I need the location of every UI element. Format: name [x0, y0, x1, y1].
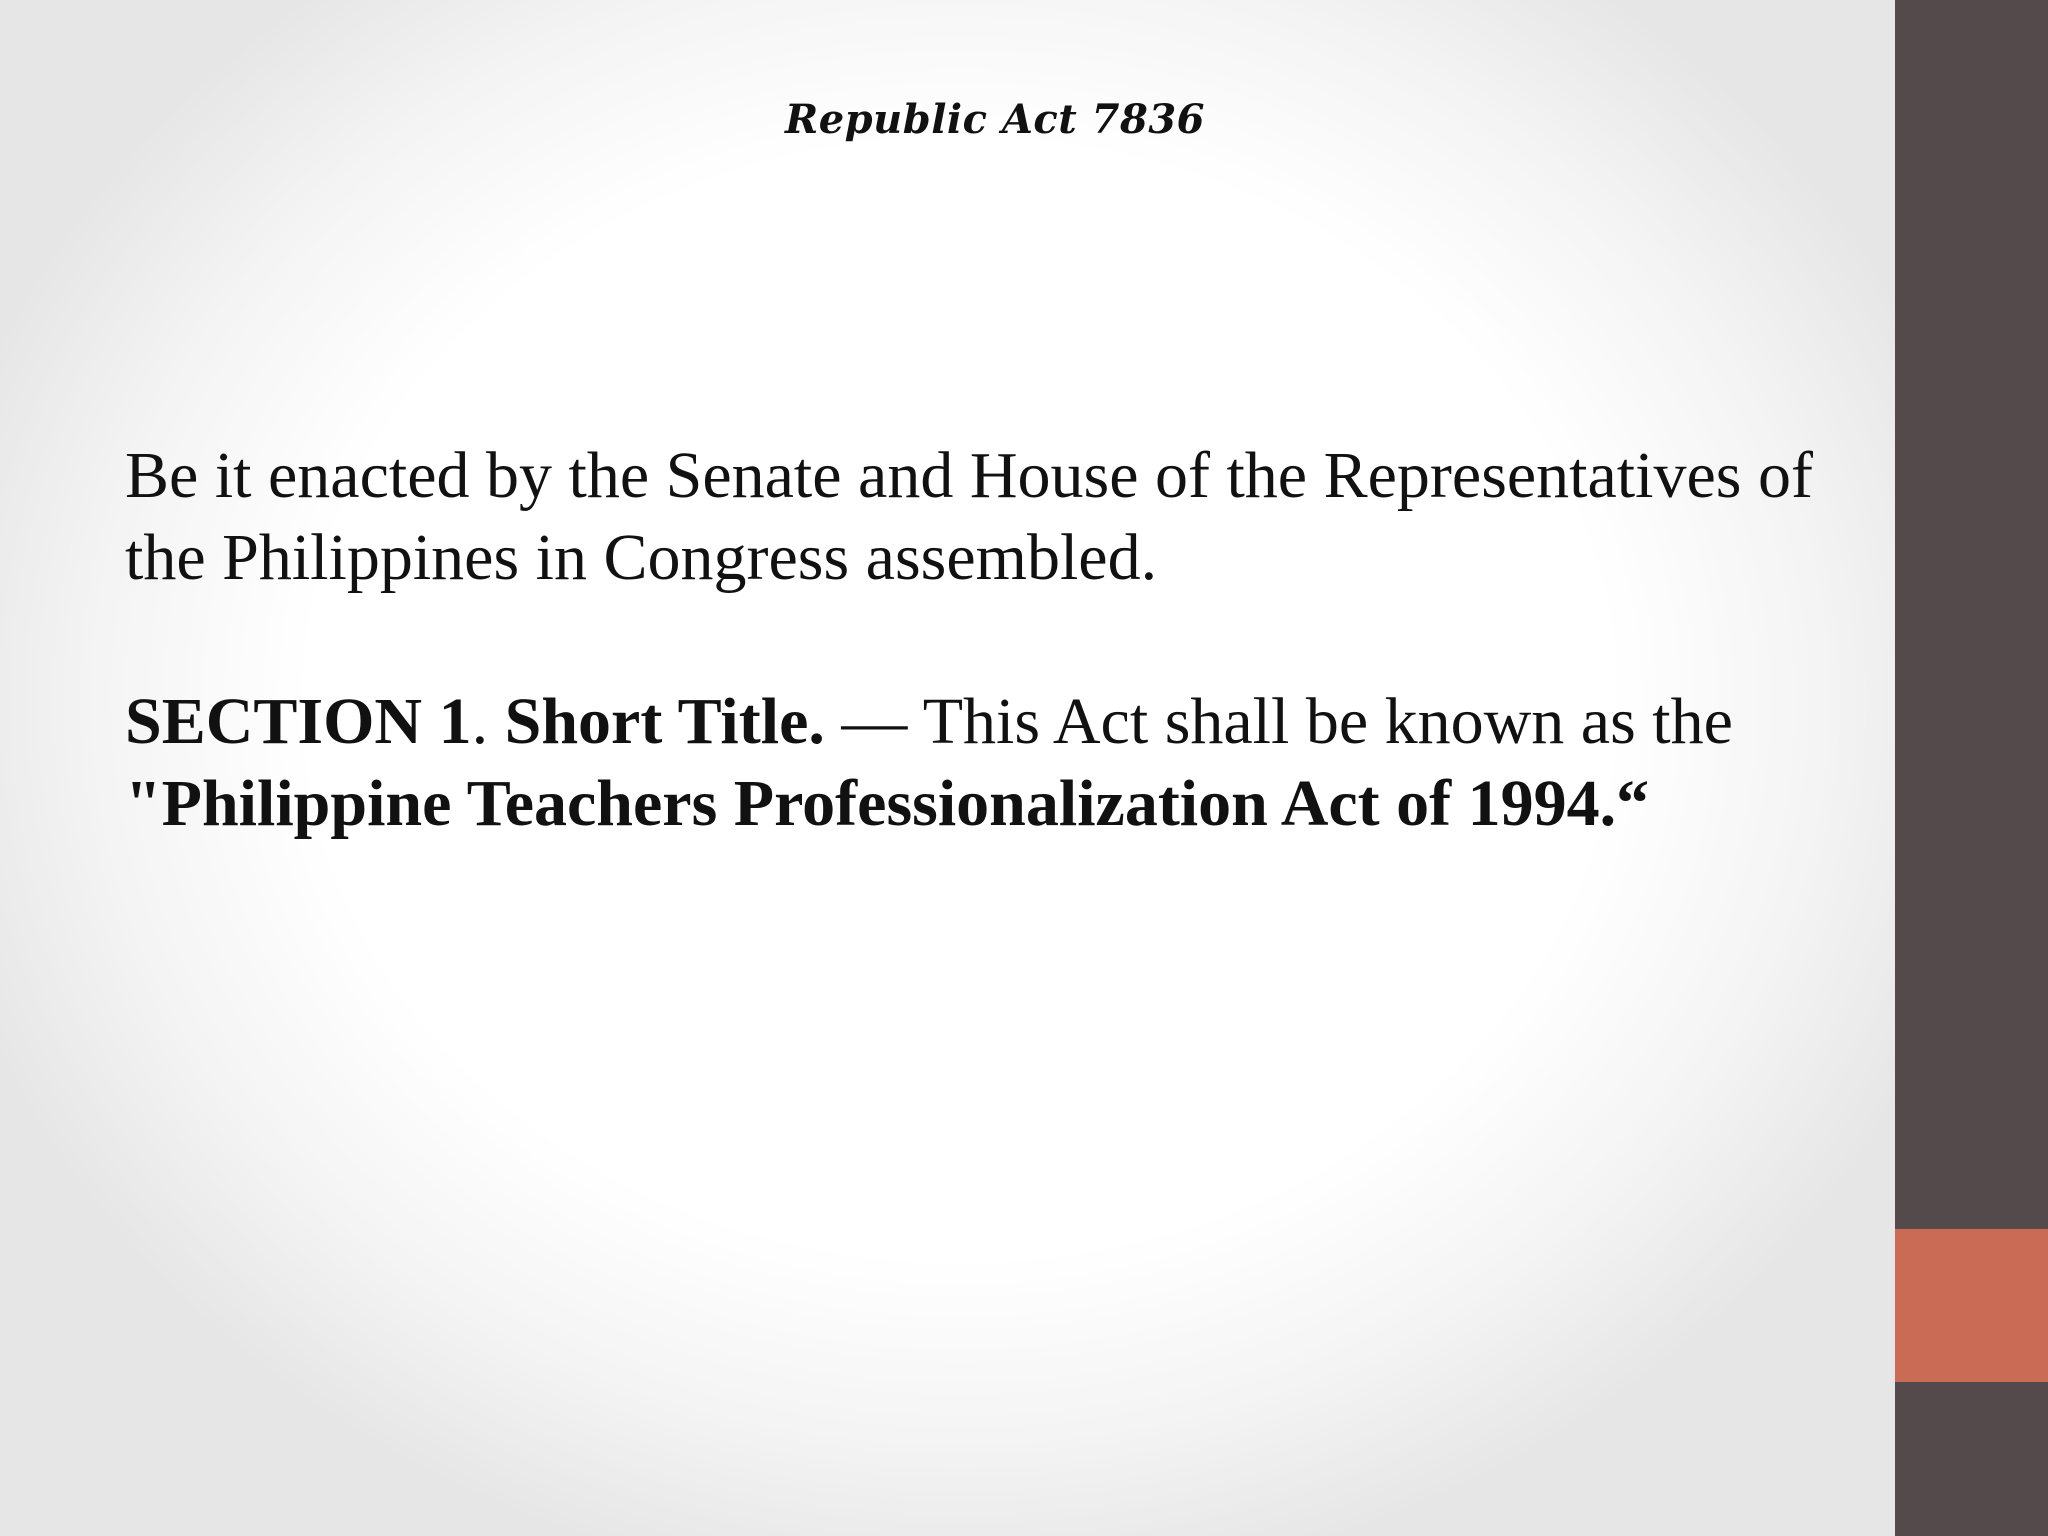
side-bar-accent-decoration [1895, 1229, 2048, 1382]
section-heading: Short Title. [504, 685, 825, 758]
section-1 [125, 681, 1885, 845]
slide-body [125, 435, 1885, 927]
section-text: — This Act shall be known as the [824, 685, 1733, 758]
slide-title: Republic Act 7836 [784, 96, 1205, 143]
section-number: SECTION 1 [125, 685, 472, 758]
act-name: "Philippine Teachers Professionalization Act of 1994.“ [125, 767, 1650, 840]
enacting-clause: Be it enacted by the Senate and House of the Representatives of the Philippines in Congress assembled. [125, 439, 1813, 594]
section-separator: . [471, 685, 505, 758]
